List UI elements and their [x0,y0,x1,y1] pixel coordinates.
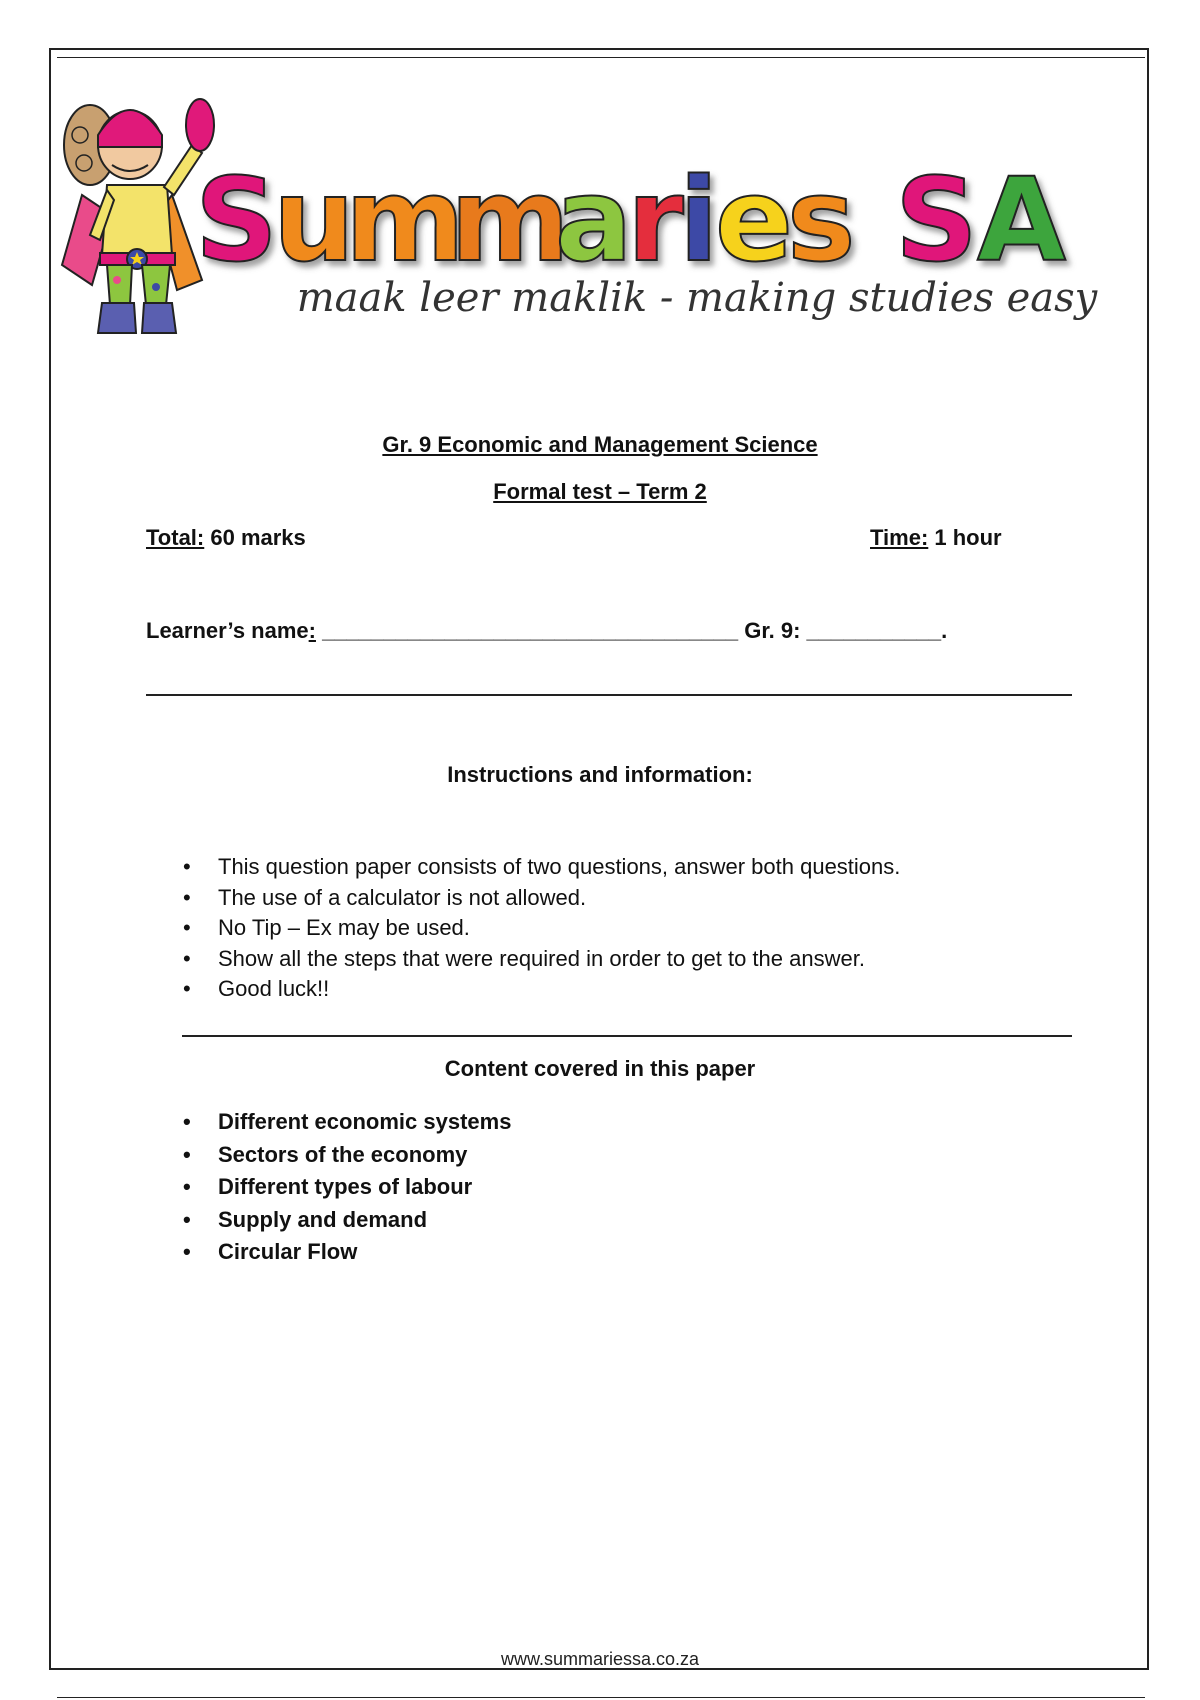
bullet-icon: • [183,915,191,940]
logo-tagline: maak leer maklik - making studies easy [296,275,1098,321]
bullet-icon: • [183,976,191,1001]
bullet-icon: • [183,1174,191,1199]
summaries-sa-logo [195,160,1145,290]
svg-text:a: a [555,160,633,288]
list-item: • Different types of labour [183,1174,473,1199]
list-item: • No Tip – Ex may be used. [183,915,470,940]
time-value: 1 hour [928,525,1002,550]
svg-text:e: e [715,160,793,288]
svg-text:S: S [895,160,978,288]
divider [182,1035,1072,1037]
bullet-icon: • [183,1141,191,1167]
bullet-icon: • [183,854,191,879]
document-subtitle: Formal test – Term 2 [493,479,707,504]
learner-name-blank[interactable]: __________________________________ [315,618,745,643]
svg-text:s: s [787,160,856,288]
total-marks [146,525,306,551]
bullet-icon: • [183,1239,191,1264]
total-value: 60 marks [204,525,306,550]
bottom-rule [57,1697,1145,1698]
svg-text:m: m [450,160,570,288]
bullet-icon: • [183,1109,191,1134]
learner-label: Learner’s name [146,618,309,643]
grade-blank[interactable]: Gr. 9: ___________. [744,618,948,643]
top-double-rule [57,57,1145,58]
time-allowed [870,525,1002,551]
document-title: Gr. 9 Economic and Management Science [382,432,818,457]
svg-text:i: i [679,160,719,288]
svg-text:m: m [345,160,465,288]
total-label: Total: [146,525,205,550]
learner-name-line [146,618,947,644]
list-item: • Sectors of the economy [183,1141,468,1167]
bullet-icon: • [183,884,191,910]
list-item: • This question paper consists of two questions, answer both questions. [183,854,901,879]
svg-text:A: A [977,160,1067,288]
divider [146,694,1072,696]
bullet-icon: • [183,945,191,971]
footer-url[interactable]: www.summariessa.co.za [500,1649,700,1669]
list-item: • Good luck!! [183,976,330,1001]
learner-colon: : [308,618,316,643]
time-label: Time: [870,525,929,550]
instructions-list [183,853,900,1006]
content-list [183,1108,511,1271]
instructions-heading: Instructions and information: [447,762,753,787]
svg-text:u: u [273,160,355,288]
svg-text:r: r [627,160,684,288]
content-heading: Content covered in this paper [444,1056,756,1081]
list-item: • Supply and demand [183,1206,428,1232]
list-item: • The use of a calculator is not allowed. [183,884,587,910]
list-item: • Different economic systems [183,1109,512,1134]
svg-text:S: S [195,160,278,288]
bullet-icon: • [183,1206,191,1232]
header-banner [52,75,1147,350]
list-item: • Circular Flow [183,1239,358,1264]
list-item: • Show all the steps that were required in order to get to the answer. [183,945,865,971]
